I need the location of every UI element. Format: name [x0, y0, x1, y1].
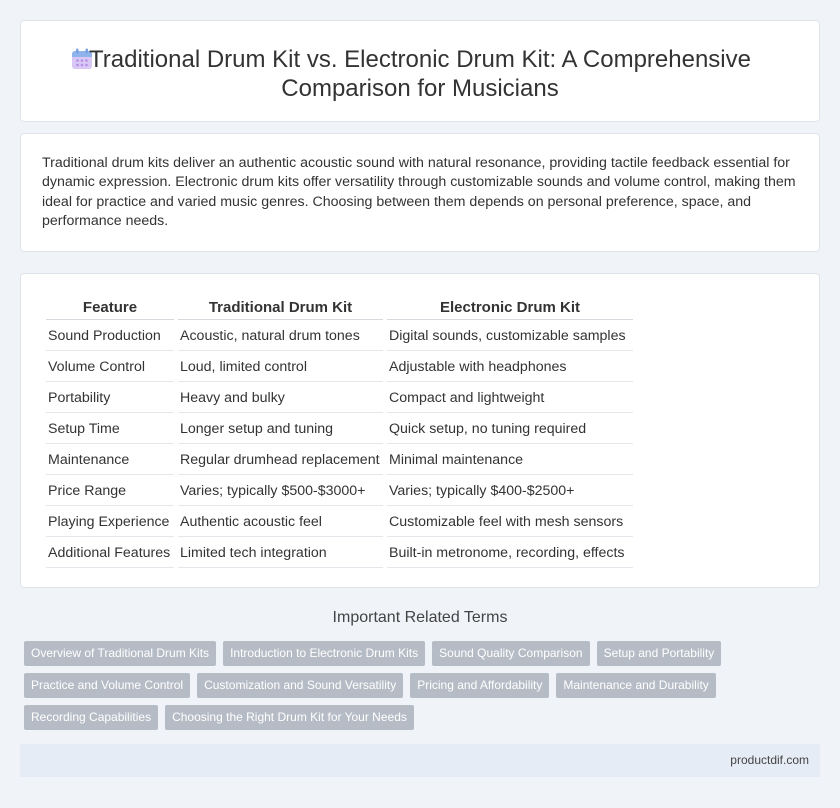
table-row [46, 539, 633, 568]
table-cell: Built-in metronome, recording, effects [387, 539, 633, 568]
table-cell: Price Range [46, 477, 174, 506]
tag-row [24, 705, 824, 730]
table-cell: Maintenance [46, 446, 174, 475]
table-row [46, 446, 633, 475]
column-header: Feature [46, 296, 174, 320]
related-term-tag[interactable]: Sound Quality Comparison [432, 641, 589, 666]
related-term-tag[interactable]: Introduction to Electronic Drum Kits [223, 641, 425, 666]
table-cell: Authentic acoustic feel [178, 508, 383, 537]
related-term-tag[interactable]: Choosing the Right Drum Kit for Your Needs [165, 705, 414, 730]
related-term-tag[interactable]: Recording Capabilities [24, 705, 158, 730]
table-row [46, 415, 633, 444]
table-cell: Acoustic, natural drum tones [178, 322, 383, 351]
table-cell: Portability [46, 384, 174, 413]
table-cell: Varies; typically $500-$3000+ [178, 477, 383, 506]
table-cell: Setup Time [46, 415, 174, 444]
related-terms-title: Important Related Terms [332, 609, 508, 626]
table-cell: Limited tech integration [178, 539, 383, 568]
table-cell: Compact and lightweight [387, 384, 633, 413]
related-term-tag[interactable]: Customization and Sound Versatility [197, 673, 403, 698]
table-row [46, 477, 633, 506]
related-terms-tags [24, 641, 824, 737]
related-term-tag[interactable]: Pricing and Affordability [410, 673, 549, 698]
comparison-card [20, 273, 820, 588]
table-cell: Heavy and bulky [178, 384, 383, 413]
column-header: Traditional Drum Kit [178, 296, 383, 320]
table-cell: Varies; typically $400-$2500+ [387, 477, 633, 506]
page-title [21, 45, 819, 103]
table-row [46, 322, 633, 351]
page-title-line2: Comparison for Musicians [281, 75, 559, 102]
footer-site-link[interactable]: productdif.com [730, 753, 809, 767]
table-header-row [46, 296, 633, 320]
table-row [46, 353, 633, 382]
table-row [46, 384, 633, 413]
related-term-tag[interactable]: Overview of Traditional Drum Kits [24, 641, 216, 666]
comparison-table [42, 294, 637, 570]
header-card [20, 20, 820, 122]
related-term-tag[interactable]: Setup and Portability [597, 641, 722, 666]
column-header: Electronic Drum Kit [387, 296, 633, 320]
footer [20, 744, 820, 777]
table-cell: Digital sounds, customizable samples [387, 322, 633, 351]
tag-row [24, 641, 824, 666]
summary-card [20, 133, 820, 252]
related-term-tag[interactable]: Maintenance and Durability [556, 673, 715, 698]
table-cell: Quick setup, no tuning required [387, 415, 633, 444]
table-cell: Additional Features [46, 539, 174, 568]
summary-text: Traditional drum kits deliver an authentic acoustic sound with natural resonance, providing tactile feedback essential for dynamic expression. Electronic drum kits offer versatility through customizable sounds and volume control, making them ideal for practice and varied music genres. Choosing between them depends on personal preference, space, and performance needs. [42, 155, 796, 230]
table-cell: Minimal maintenance [387, 446, 633, 475]
table-cell: Volume Control [46, 353, 174, 382]
tag-row [24, 673, 824, 698]
table-row [46, 508, 633, 537]
page-title-line1: Traditional Drum Kit vs. Electronic Drum Kit: A Comprehensive [88, 46, 751, 73]
table-cell: Playing Experience [46, 508, 174, 537]
table-cell: Customizable feel with mesh sensors [387, 508, 633, 537]
table-cell: Longer setup and tuning [178, 415, 383, 444]
table-cell: Adjustable with headphones [387, 353, 633, 382]
table-cell: Loud, limited control [178, 353, 383, 382]
table-cell: Sound Production [46, 322, 174, 351]
table-cell: Regular drumhead replacement [178, 446, 383, 475]
related-term-tag[interactable]: Practice and Volume Control [24, 673, 190, 698]
